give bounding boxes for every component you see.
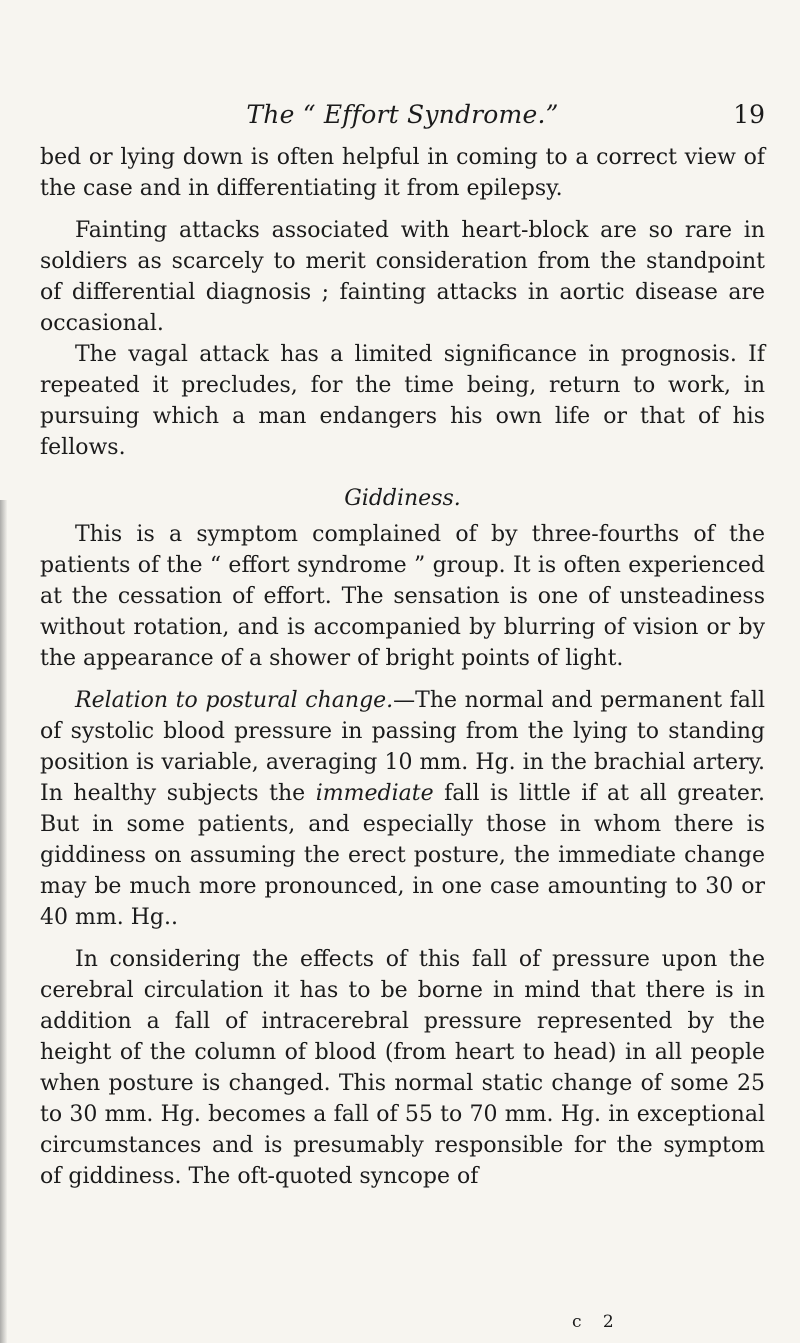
section-heading-giddiness: Giddiness. [344, 486, 461, 511]
paragraph-5-italic-word: immediate [315, 781, 434, 806]
paragraph-5-rest-part-2: fall is little if at all greater. But in some patients, and especially those in whom there is giddiness on assuming the erect posture, the immediate change may be much more pronounced, in one case amounting to 30 or 40 mm. Hg.. [40, 781, 765, 930]
paragraph-1: bed or lying down is often helpful in coming to a correct view of the case and in differentiating it from epilepsy. [40, 145, 765, 201]
paragraph-5-intro-italic: Relation to postural change. [75, 688, 394, 713]
body-text [40, 142, 765, 1192]
paragraph-5 [40, 685, 765, 933]
paragraph-3: The vagal attack has a limited significance in prognosis. If repeated it precludes, for the time being, return to work, in pursuing which a man endangers his own life or that of his fellows. [40, 342, 765, 460]
page-number: 19 [733, 100, 765, 129]
paragraph-5-rest-part-1: —The normal and permanent fall of systolic blood pressure in passing from the lying to standing position is variable, averaging 10 mm. Hg. in the brachial artery. In healthy subjects the [40, 688, 765, 806]
page-header [40, 100, 765, 140]
page-edge-shadow [0, 500, 7, 1343]
signature-mark: c 2 [572, 1312, 622, 1332]
paragraph-4: This is a symptom complained of by three-fourths of the patients of the “ effort syndrome ” group. It is often experienced at the cessation of effort. The sensation is one of unsteadiness without rotation, and is accompanied by blurring of vision or by the appearance of a shower of bright points of light. [40, 522, 765, 671]
paragraph-2: Fainting attacks associated with heart-block are so rare in soldiers as scarcely to merit consideration from the standpoint of differential diagnosis ; fainting attacks in aortic disease are occasional. [40, 218, 765, 336]
paragraph-6: In considering the effects of this fall of pressure upon the cerebral circulation it has to be borne in mind that there is in addition a fall of intracerebral pressure represented by the height of the column of blood (from heart to head) in all people when posture is changed. This normal static change of some 25 to 30 mm. Hg. becomes a fall of 55 to 70 mm. Hg. in exceptional circumstances and is presumably responsible for the symptom of giddiness. The oft-quoted syncope of [40, 947, 765, 1189]
running-title: The “ Effort Syndrome.” [246, 100, 559, 129]
